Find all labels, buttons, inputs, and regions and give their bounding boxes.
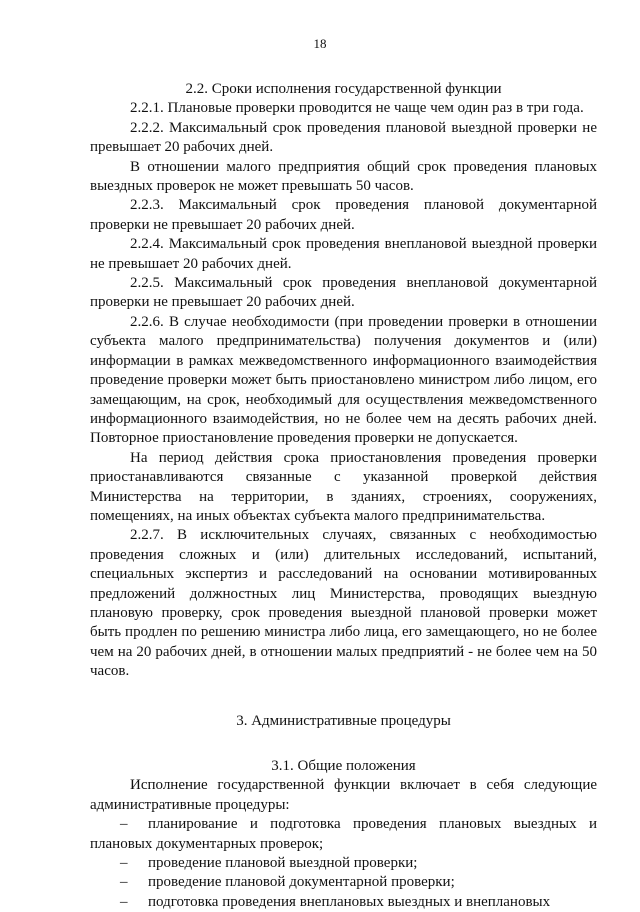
paragraph: 2.2.7. В исключительных случаях, связанных с необходимостью проведения сложных и (или) длительных исследований, испытаний, специальных экспертиз и расследований на основании мотивированных предложений должностных лиц Министерства, проводящих выездную плановую проверку, срок проведения выездной плановой проверки может быть продлен по решению министра либо лица, его замещающего, но не более чем на 20 рабочих дней, в отношении малых предприятий - не более чем на 50 часов.	[90, 527, 597, 680]
paragraph: На период действия срока приостановления проведения проверки приостанавливаются связанные с указанной проверкой действия Министерства на территории, в зданиях, строениях, сооружениях, помещениях, на иных объектах субъекта малого предпринимательства.	[90, 449, 597, 524]
list-item	[90, 815, 597, 854]
paragraph: 2.2.6. В случае необходимости (при проведении проверки в отношении субъекта малого предпринимательства) получения документов и (или) информации в рамках межведомственного информационного взаимодействия проведение проверки может быть приостановлено министром либо лицом, его замещающим, на срок, необходимый для осуществления межведомственного информационного взаимодействия, но не более чем на десять рабочих дней. Повторное приостановление проведения проверки не допускается.	[90, 313, 597, 447]
paragraph: 2.2.3. Максимальный срок проведения плановой документарной проверки не превышает 20 рабочих дней.	[90, 197, 597, 233]
dash-marker: –	[120, 855, 128, 872]
list-item-text: проведение плановой документарной проверки;	[148, 874, 455, 891]
paragraph: 2.2.4. Максимальный срок проведения внеплановой выездной проверки не превышает 20 рабочих дней.	[90, 236, 597, 272]
list-item-text: подготовка проведения внеплановых выездных и внеплановых	[148, 893, 551, 910]
section-2-2-heading: 2.2. Сроки исполнения государственной функции	[185, 81, 502, 97]
list-item	[90, 873, 597, 892]
section-3-1-heading: 3.1. Общие положения	[271, 758, 416, 774]
paragraph: 2.2.2. Максимальный срок проведения плановой выездной проверки не превышает 20 рабочих дней.	[90, 119, 597, 156]
list-item-text: планирование и подготовка проведения плановых выездных и плановых документарных проверок;	[90, 816, 597, 852]
section-3-heading: 3. Административные процедуры	[236, 712, 451, 729]
dash-marker: –	[120, 816, 128, 833]
paragraph: В отношении малого предприятия общий срок проведения плановых выездных проверок не может превышать 50 часов.	[90, 158, 597, 195]
document-body	[90, 80, 597, 912]
list-item	[90, 854, 597, 873]
paragraph: 2.2.5. Максимальный срок проведения внеплановой документарной проверки не превышает 20 рабочих дней.	[90, 275, 597, 311]
paragraph: 2.2.1. Плановые проверки проводится не чаще чем один раз в три года.	[130, 100, 584, 117]
paragraph: Исполнение государственной функции включает в себя следующие административные процедуры:	[90, 777, 597, 813]
dash-marker: –	[120, 893, 128, 910]
dash-marker: –	[120, 874, 128, 891]
list-item	[90, 893, 597, 912]
list-item-text: проведение плановой выездной проверки;	[148, 855, 418, 872]
page-number: 18	[313, 36, 327, 51]
